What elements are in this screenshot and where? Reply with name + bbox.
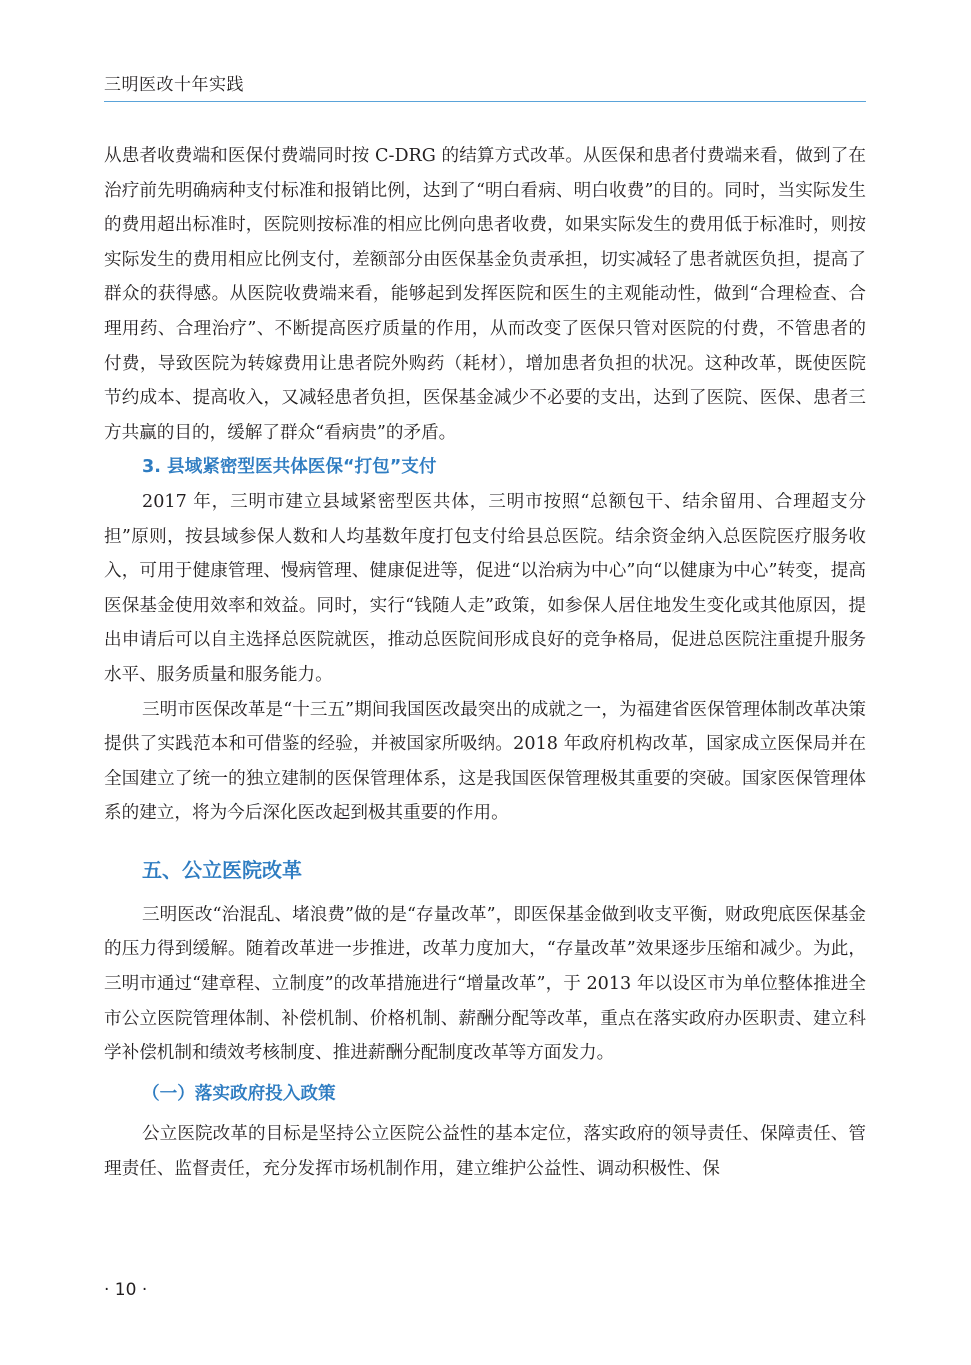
subheading-3-county-medical-community: 3. 县域紧密型医共体医保“打包”支付: [142, 457, 437, 478]
page-number: · 10 ·: [104, 1280, 148, 1300]
paragraph-3: 三明市医保改革是“十三五”期间我国医改最突出的成就之一，为福建省医保管理体制改革决策提供了实践范本和可借鉴的经验，并被国家所吸纳。2018 年政府机构改革，国家成立医保局并在全国建立了统一的独立建制的医保管理体系，这是我国医保管理极其重要的突破。国家医保管理体系的建立，将为今后深化医改起到极其重要的作用。: [104, 699, 866, 824]
paragraph-1: 从患者收费端和医保付费端同时按 C-DRG 的结算方式改革。从医保和患者付费端来看，做到了在治疗前先明确病种支付标准和报销比例，达到了“明白看病、明白收费”的目的。同时，当实际发生的费用超出标准时，医院则按标准的相应比例向患者收费，如果实际发生的费用低于标准时，则按实际发生的费用相应比例支付，差额部分由医保基金负责承担，切实减轻了患者就医负担，提高了群众的获得感。从医院收费端来看，能够起到发挥医院和医生的主观能动性，做到“合理检查、合理用药、合理治疗”、不断提高医疗质量的作用，从而改变了医保只管对医院的付费，不管患者的付费，导致医院为转嫁费用让患者院外购药（耗材），增加患者负担的状况。这种改革，既使医院节约成本、提高收入，又减轻患者负担，医保基金减少不必要的支出，达到了医院、医保、患者三方共赢的目的，缓解了群众“看病贵”的矛盾。: [104, 146, 866, 443]
paragraph-4: 三明医改“治混乱、堵浪费”做的是“存量改革”，即医保基金做到收支平衡，财政兜底医保基金的压力得到缓解。随着改革进一步推进，改革力度加大，“存量改革”效果逐步压缩和减少。为此，三明市通过“建章程、立制度”的改革措施进行“增量改革”，于 2013 年以设区市为单位整体推进全市公立医院管理体制、补偿机制、价格机制、薪酬分配等改革，重点在落实政府办医职责、建立科学补偿机制和绩效考核制度、推进薪酬分配制度改革等方面发力。: [104, 904, 866, 1064]
spacer: [104, 887, 866, 898]
page-content: [104, 139, 866, 1187]
running-title: 三明医改十年实践: [104, 75, 244, 95]
header-rule: [104, 101, 866, 102]
subheading-1-government-investment: （一）落实政府投入政策: [142, 1083, 336, 1104]
spacer: [104, 831, 866, 853]
paragraph-2: 2017 年，三明市建立县域紧密型医共体，三明市按照“总额包干、结余留用、合理超支分担”原则，按县域参保人数和人均基数年度打包支付给县总医院。结余资金纳入总医院医疗服务收入，可用于健康管理、慢病管理、健康促进等，促进“以治病为中心”向“以健康为中心”转变，提高医保基金使用效率和效益。同时，实行“钱随人走”政策，如参保人居住地发生变化或其他原因，提出申请后可以自主选择总医院就医，推动总医院间形成良好的竞争格局，促进总医院注重提升服务水平、服务质量和服务能力。: [104, 491, 866, 685]
paragraph-5: 公立医院改革的目标是坚持公立医院公益性的基本定位，落实政府的领导责任、保障责任、管理责任、监督责任，充分发挥市场机制作用，建立维护公益性、调动积极性、保: [104, 1124, 866, 1180]
section-heading-5-public-hospital-reform: 五、公立医院改革: [142, 857, 302, 882]
